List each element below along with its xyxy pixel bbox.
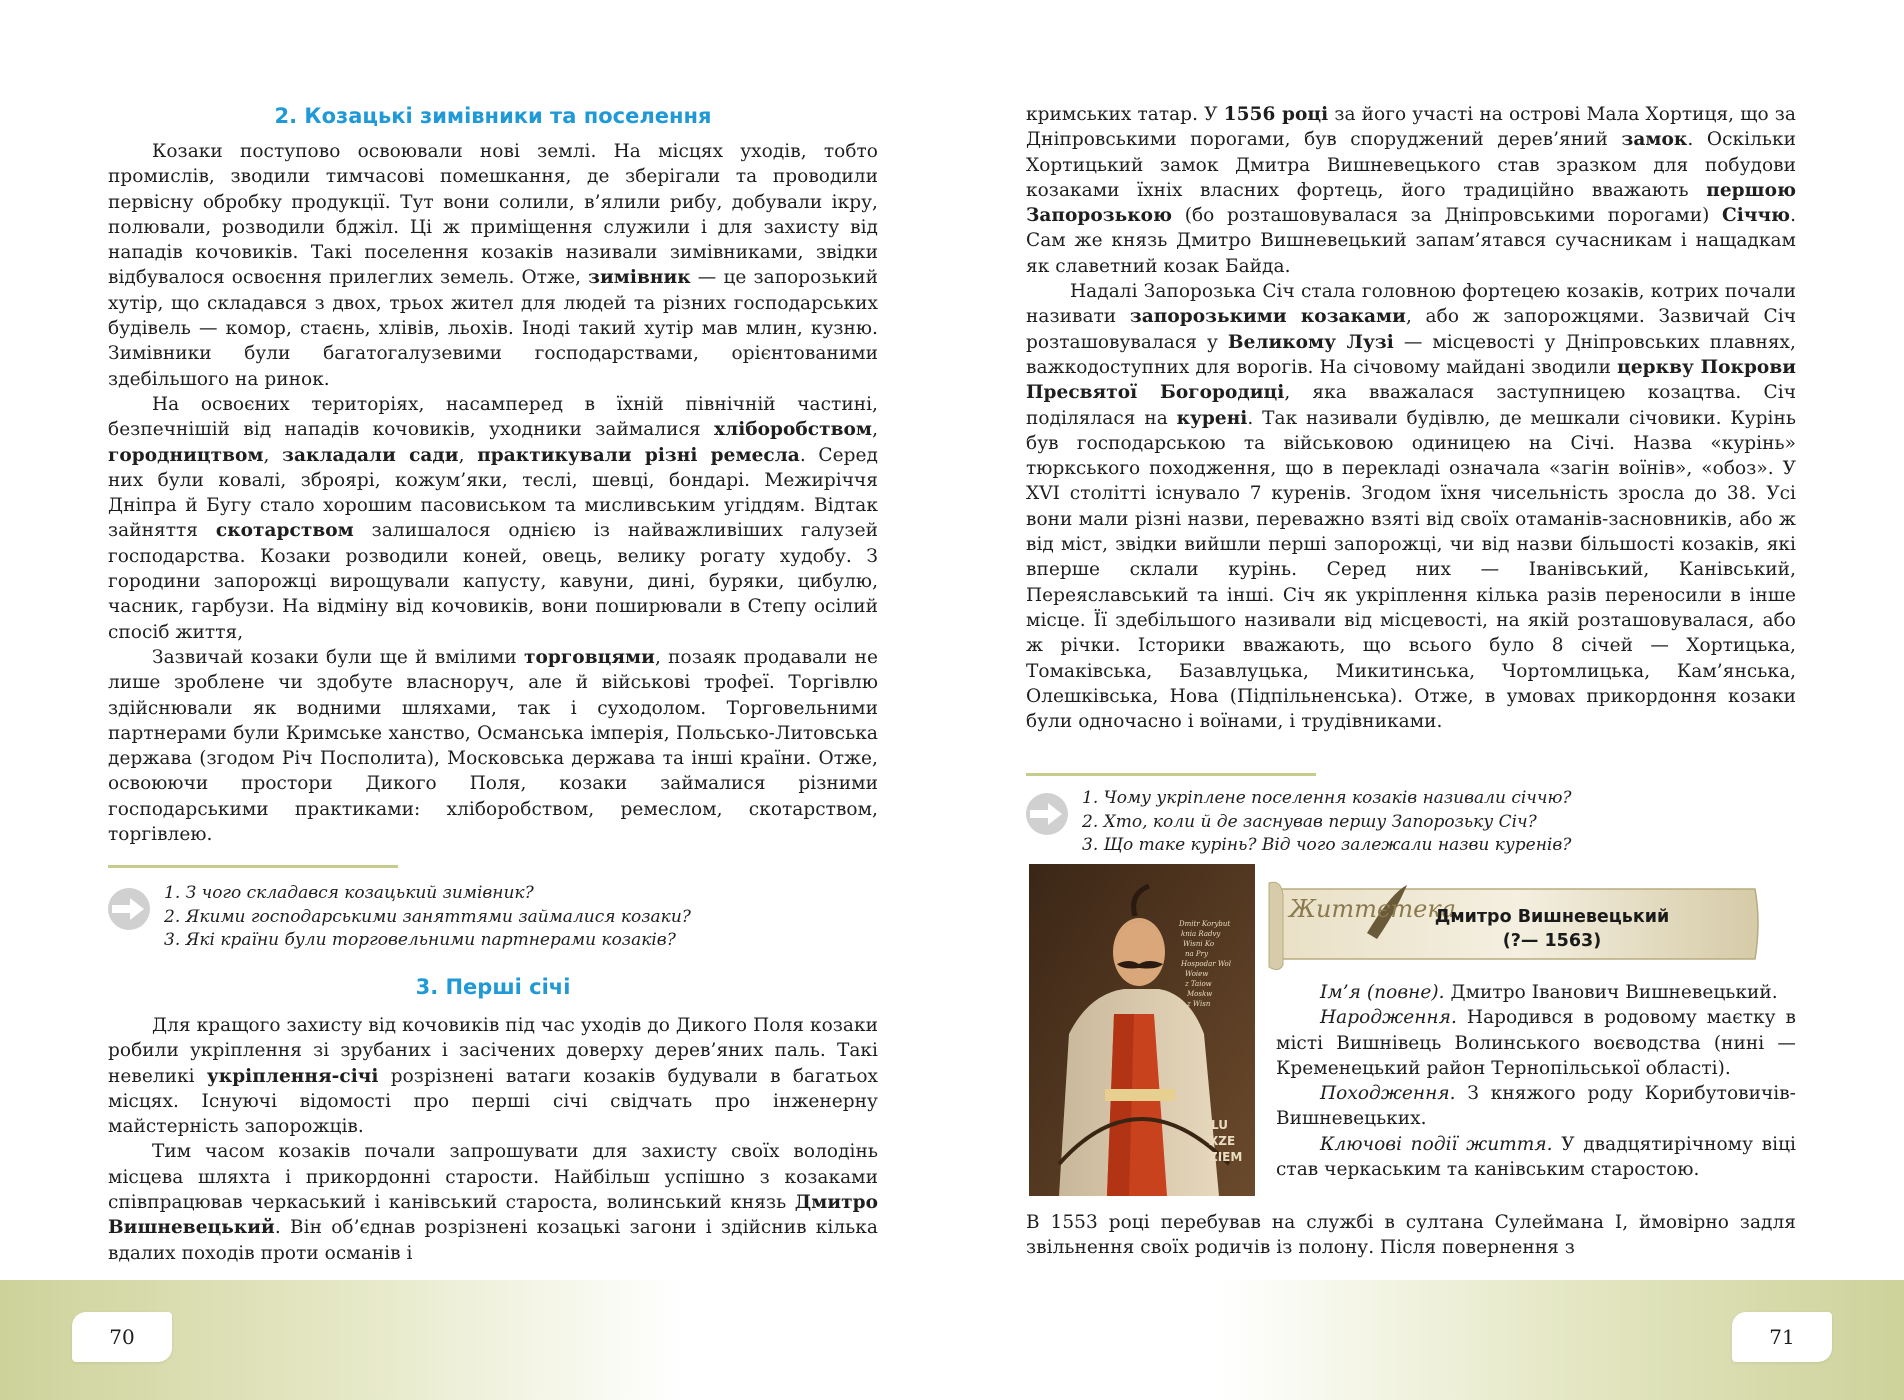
questions-block-2 (1026, 773, 1796, 858)
section3-body (108, 1013, 878, 1266)
portrait-inscription: ZIEM (1209, 1150, 1243, 1164)
text-run: . Серед них були ковалі, зброярі, кожум’яки, теслі, шевці, бондарі. Межиріччя Дніпра й Бугу стало хорошим пасовиськом та мисливським угіддям. Відтак зайняття (108, 444, 878, 542)
paragraph (108, 645, 878, 847)
question-item: 3. Що таке курінь? Від чого залежали назви куренів? (1082, 835, 1572, 855)
bold-term: курені (1176, 407, 1248, 429)
bio-text: З княжого роду Корибутовичів-Вишневецьких. (1276, 1083, 1796, 1130)
section-title: 3. Перші січі (415, 975, 571, 999)
bold-term: укріплення-січі (206, 1065, 379, 1087)
bold-term: першою Запорозькою (1026, 179, 1796, 227)
text-run: , позаяк продавали не лише зроблене чи здобуте власноруч, але й військові трофеї. Торгівлю здійснювали як водними шляхами, так і суходолом. Торговельними партнерами були Кримське ханство, Османська імперія, Польсько-Литовська держава (згодом Річ Посполита), Московська держава та інші країни. Отже, освоюючи простори Дикого Поля, козаки займалися різними господарськими практиками: хліборобством, ремеслом, скотарством, торгівлею. (108, 646, 878, 846)
section2-body (108, 139, 878, 847)
questions-list (1082, 787, 1796, 858)
bio-entry (1276, 1005, 1796, 1081)
left-column (108, 101, 878, 847)
divider-rule (1026, 773, 1316, 776)
question-item: 3. Які країни були торговельними партнерами козаків? (164, 930, 676, 950)
bold-term: городництвом (108, 444, 264, 466)
paragraph (108, 392, 878, 645)
bold-term: Дмитро Вишневецький (108, 1192, 878, 1239)
portrait-inscription: knia Radvy (1181, 930, 1221, 938)
right-page (952, 0, 1904, 1400)
page-number: 70 (72, 1312, 172, 1362)
text-run: . Так називали будівлю, де мешкали січовики. Курінь був господарською та військовою одиницею на Січі. Назва «курінь» тюркського походження, що в перекладі означала «загін воїнів», «обоз». У XVI столітті існувало 7 куренів. Згодом їхня чисельність зросла до 38. Усі вони мали різні назви, переважно взяті від своїх отаманів-засновників, або ж від міст, звідки вийшли перші запорожці, чи від назви більшості козаків, які вперше склали курінь. Серед них — Іванівський, Канівський, Переяславський та інші. Січ як укріплення кілька разів переносили в інше місце. Її здебільшого називали від місцевості, на якій розташовувалася, або ж річки. Історики вважають, що всього було 8 січей — Хортицька, Томаківська, Базавлуцька, Микитинська, Чортомлицька, Кам’янська, Олешківська, Нова (Підпільненська). Отже, в умовах прикордоння козаки були одночасно і воїнами, і трудівниками. (1026, 407, 1796, 733)
bio-continuation (1026, 1210, 1796, 1261)
text-run: Для кращого захисту від кочовиків під час уходів до Дикого Поля козаки робили укріплення зі зрубаних і засічених доверху дерев’яних паль. Такі невеликі (108, 1015, 878, 1087)
bio-continuation-text: В 1553 році перебував на службі в султана Сулеймана I, ймовірно задля звільнення своїх родичів із полону. Після повернення з (1026, 1212, 1796, 1259)
text-run: — місцевості у Дніпровських плавнях, важкодоступних для ворогів. На січовому майдані зводили (1026, 331, 1796, 378)
bio-entry (1276, 1132, 1796, 1183)
bio-label: Ім’я (повне). (1320, 982, 1445, 1003)
paragraph (1026, 102, 1796, 279)
portrait-inscription: Hospodar Wol (1181, 960, 1232, 968)
paragraph (108, 1139, 878, 1265)
paragraph (108, 1013, 878, 1139)
portrait-inscription: LU (1211, 1118, 1228, 1132)
bio-label: Народження. (1320, 1007, 1457, 1029)
text-run: розрізнені ватаги козаків будували в багатьох місцях. Існуючі відомості про перші січі свідчать про інженерну майстерність запорожців. (108, 1065, 878, 1138)
bold-term: церкву Покрови Пресвятої Богородиці (1026, 356, 1796, 404)
arrow-right-icon (1026, 793, 1068, 835)
bold-term: замок (1621, 129, 1688, 151)
bio-text: У двадцятирічному віці став черкаським та канівським старостою. (1276, 1133, 1796, 1181)
bold-term: запорозькими козаками (1129, 306, 1406, 328)
bio-text: Дмитро Іванович Вишневецький. (1444, 982, 1778, 1003)
bold-term: закладали сади (282, 444, 459, 466)
bio-label: Походження. (1320, 1083, 1456, 1105)
section3 (108, 972, 878, 1266)
text-run: кримських татар. У (1026, 104, 1224, 125)
bio-block (1276, 980, 1796, 1182)
bold-term: Великому Лузі (1227, 331, 1394, 353)
text-run: . Він об’єднав розрізнені козацькі загони і здійснив кілька вдалих походів проти османів і (108, 1217, 878, 1264)
paragraph (1026, 279, 1796, 734)
bio-entry (1276, 1081, 1796, 1132)
banner-label: Життєтека (1289, 895, 1456, 923)
bold-term: торговцями (524, 646, 655, 668)
banner-name: Дмитро Вишневецький (1434, 907, 1670, 927)
text-run: , або ж запорожцями. Зазвичай Січ розташовувалася у (1026, 306, 1796, 353)
question-item: 2. Якими господарськими заняттями займалися козаки? (164, 906, 691, 927)
text-run: за його участі на острові Мала Хортиця, що за Дніпровськими порогами, був споруджений дерев’яний (1026, 104, 1796, 151)
page-number: 71 (1732, 1312, 1832, 1362)
bold-term: зимівник (588, 267, 691, 289)
question-item: 1. Чому укріплене поселення козаків називали січчю? (1082, 788, 1572, 808)
divider-rule (108, 865, 398, 868)
text-run: Надалі Запорозька Січ стала головною фортецею козаків, котрих почали називати (1026, 281, 1796, 328)
portrait-inscription: z Wisn (1187, 1000, 1211, 1008)
text-run: , яка вважалася заступницею козацтва. Січ поділялася на (1026, 382, 1796, 429)
banner-years: (?— 1563) (1502, 931, 1602, 951)
text-run: На освоєних територіях, насамперед в їхній північній частині, безпечнішій від нападів кочовиків, уходники займалися (108, 393, 878, 441)
section-title: 2. Козацькі зимівники та поселення (274, 104, 712, 128)
bio-text: Народився в родовому маєтку в місті Вишнівець Волинського воєводства (нині — Кременецький район Тернопільської області). (1276, 1007, 1796, 1079)
bold-term: хліборобством (714, 419, 873, 441)
portrait-inscription: Woiew (1185, 970, 1209, 978)
portrait-inscription: Wisni Ko (1183, 940, 1215, 948)
bio-entry (1276, 980, 1796, 1005)
zhyttieteka-banner (1267, 873, 1767, 973)
bold-term: практикували різні ремесла (477, 444, 800, 466)
paragraph (108, 139, 878, 392)
portrait-inscription: z Taiow (1185, 980, 1212, 988)
bold-term: 1556 році (1223, 104, 1329, 125)
question-item: 2. Хто, коли й де заснував першу Запорозьку Січ? (1082, 811, 1537, 832)
portrait-inscription: Moskw (1187, 990, 1213, 998)
arrow-right-icon (108, 888, 150, 930)
text-run: , (263, 444, 283, 466)
bio-label: Ключові події життя. (1320, 1133, 1553, 1155)
bio-list (1276, 980, 1796, 1182)
banner-title (1417, 905, 1687, 953)
portrait-inscription: Dmitr Korybut (1179, 920, 1231, 928)
text-run: , (458, 444, 478, 466)
portrait-image (1029, 864, 1255, 1196)
question-item: 1. З чого складався козацький зимівник? (164, 883, 534, 903)
right-body (1026, 102, 1796, 734)
text-run: Тим часом козаків почали запрошувати для захисту своїх володінь місцева шляхта і прикордонні старости. Найбільш успішно з козаками співпрацював черкаський і канівський староста, волинський князь (108, 1141, 878, 1214)
text-run: . Оскільки Хортицький замок Дмитра Вишневецького став зразком для побудови козаками їхніх власних фортець, його традиційно вважають (1026, 129, 1796, 201)
text-run: Козаки поступово освоювали нові землі. На місцях уходів, тобто промислів, зводили тимчасові помешкання, де зберігали та проводили первісну обробку продукції. Тут вони солили, в’ялили рибу, добували ікру, полювали, розводили бджіл. Ці ж приміщення служили і для захисту від нападів кочовиків. Такі поселення козаків називали зимівниками, звідки відбувалося освоєння прилеглих земель. Отже, (108, 141, 878, 289)
text-run: . Сам же князь Дмитро Вишневецький запам’ятався сучасникам і нащадкам як славетний козак Байда. (1026, 205, 1796, 277)
text-run: , (872, 419, 878, 441)
bold-term: скотарством (215, 520, 354, 542)
right-column (1026, 102, 1796, 734)
text-run: залишалося однією із найважливіших галузей господарства. Козаки розводили коней, овець, велику рогату худобу. З городини запорожці вирощували капусту, кавуни, дині, буряки, цибулю, часник, гарбузи. На відміну від кочовиків, вони поширювали в Степу осілий спосіб життя, (108, 520, 879, 643)
bold-term: Січчю (1722, 205, 1791, 227)
text-run: Зазвичай козаки були ще й вмілими (152, 646, 525, 668)
portrait-inscription: na Pry (1185, 950, 1208, 958)
text-run: — це запорозький хутір, що складався з двох, трьох жител для людей та різних господарських будівель — комор, стаєнь, хлівів, льохів. Іноді такий хутір мав млин, кузню. Зимівники були багатогалузевими господарствами, орієнтованими здебільшого на ринок. (108, 267, 878, 390)
questions-list (164, 882, 878, 953)
portrait-inscription: XZE (1209, 1134, 1236, 1148)
text-run: (бо розташовувалася за Дніпровськими порогами) (1172, 205, 1722, 227)
questions-block-1 (108, 865, 878, 953)
